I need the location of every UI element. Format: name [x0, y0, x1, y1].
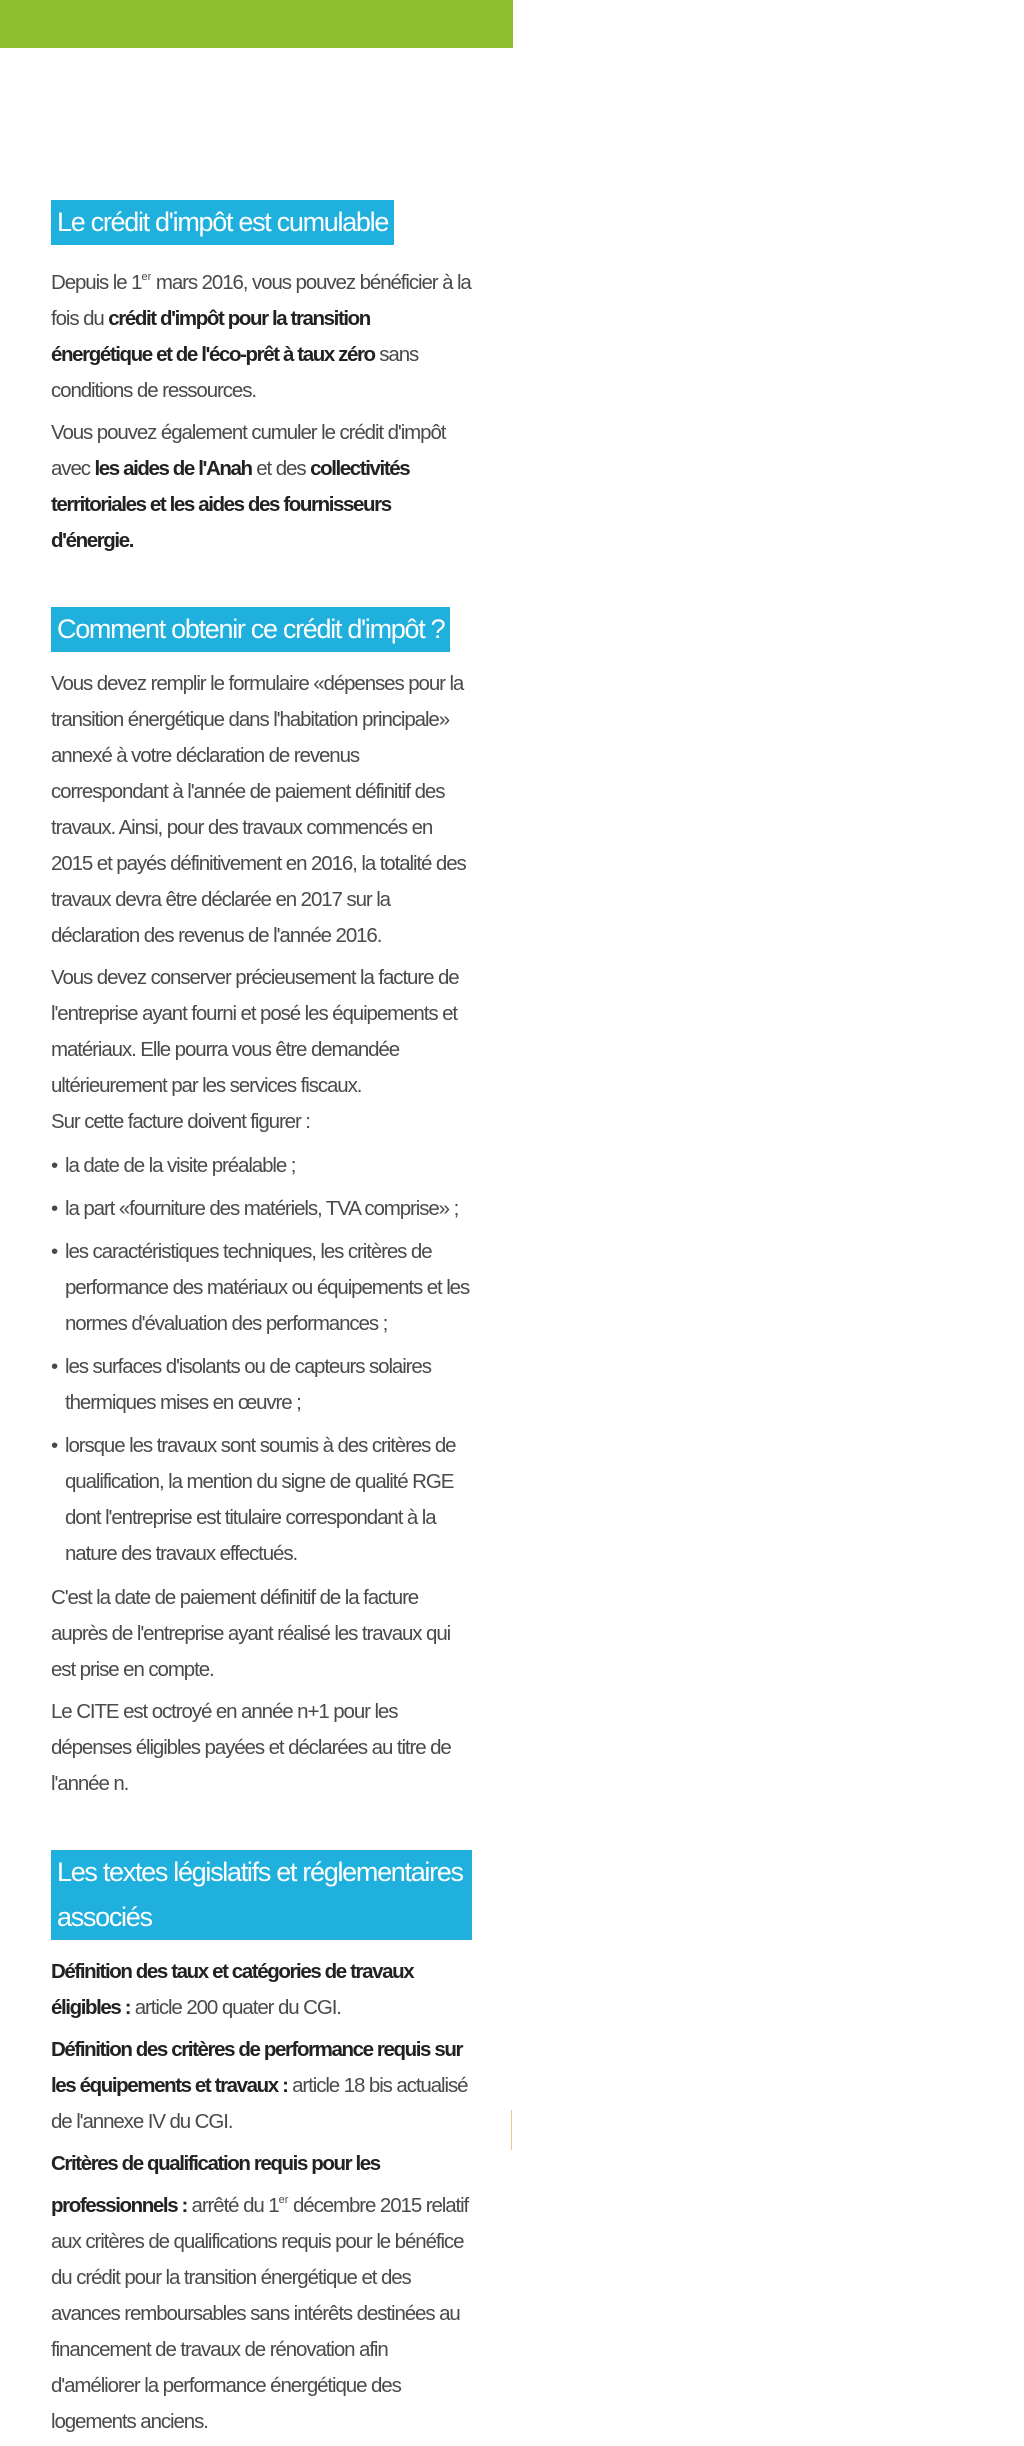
- section-heading-textes: Les textes législatifs et réglementaires associés: [51, 1850, 472, 1940]
- top-accent-bar: [0, 0, 513, 48]
- list-item: • la part «fourniture des matériels, TVA comprise» ;: [51, 1191, 472, 1227]
- section-cumulable: [51, 200, 472, 559]
- list-item: • la date de la visite préalable ;: [51, 1148, 472, 1184]
- paragraph-qualification: Critères de qualification requis pour les professionnels : arrêté du 1er décembre 2015 relatif aux critères de qualifications requis pour le bénéfice du crédit pour la transition énergétique et des avances remboursables sans intérêts destinées au financement de travaux de rénovation afin d'améliorer la performance énergétique des logements anciens.: [51, 2152, 469, 2433]
- paragraph-cite-annee: Le CITE est octroyé en année n+1 pour les dépenses éligibles payées et déclarées au titre de l'année n.: [51, 1700, 451, 1795]
- paragraph-formulaire: Vous devez remplir le formulaire «dépenses pour la transition énergétique dans l'habitation principale» annexé à votre déclaration de revenus correspondant à l'année de paiement définitif des travaux. Ainsi, pour des travaux commencés en 2015 et payés définitivement en 2016, la totalité des travaux devra être déclarée en 2017 sur la déclaration des revenus de l'année 2016.: [51, 672, 466, 947]
- paragraph-facture: Vous devez conserver précieusement la facture de l'entreprise ayant fourni et posé les équipements et matériaux. Elle pourra vous être demandée ultérieurement par les services fiscaux.: [51, 966, 459, 1097]
- content-column: [51, 200, 472, 2446]
- paragraph-cumul-aides: Vous pouvez également cumuler le crédit d'impôt avec les aides de l'Anah et des collectivités territoriales et les aides des fournisseurs d'énergie.: [51, 421, 446, 552]
- section-heading-obtenir: Comment obtenir ce crédit d'impôt ?: [51, 607, 450, 652]
- paragraph-criteres: Définition des critères de performance requis sur les équipements et travaux : article 18 bis actualisé de l'annexe IV du CGI.: [51, 2038, 468, 2133]
- facture-requirements-list: [51, 1148, 472, 1572]
- paragraph-date-paiement: C'est la date de paiement définitif de la facture auprès de l'entreprise ayant réalisé les travaux qui est prise en compte.: [51, 1586, 451, 1681]
- section-textes: [51, 1850, 472, 2440]
- paragraph-cumul-date: Depuis le 1er mars 2016, vous pouvez bénéficier à la fois du crédit d'impôt pour la transition énergétique et de l'éco-prêt à taux zéro sans conditions de ressources.: [51, 271, 471, 402]
- bottom-divider: [511, 2110, 512, 2150]
- list-item: • lorsque les travaux sont soumis à des critères de qualification, la mention du signe de qualité RGE dont l'entreprise est titulaire correspondant à la nature des travaux effectués.: [51, 1428, 472, 1572]
- section-heading-cumulable: Le crédit d'impôt est cumulable: [51, 200, 394, 245]
- list-item: • les caractéristiques techniques, les critères de performance des matériaux ou équipements et les normes d'évaluation des performances ;: [51, 1234, 472, 1342]
- paragraph-taux: Définition des taux et catégories de travaux éligibles : article 200 quater du CGI.: [51, 1960, 414, 2019]
- section-obtenir: [51, 607, 472, 1802]
- paragraph-facture-intro: Sur cette facture doivent figurer :: [51, 1110, 310, 1133]
- list-item: • les surfaces d'isolants ou de capteurs solaires thermiques mises en œuvre ;: [51, 1349, 472, 1421]
